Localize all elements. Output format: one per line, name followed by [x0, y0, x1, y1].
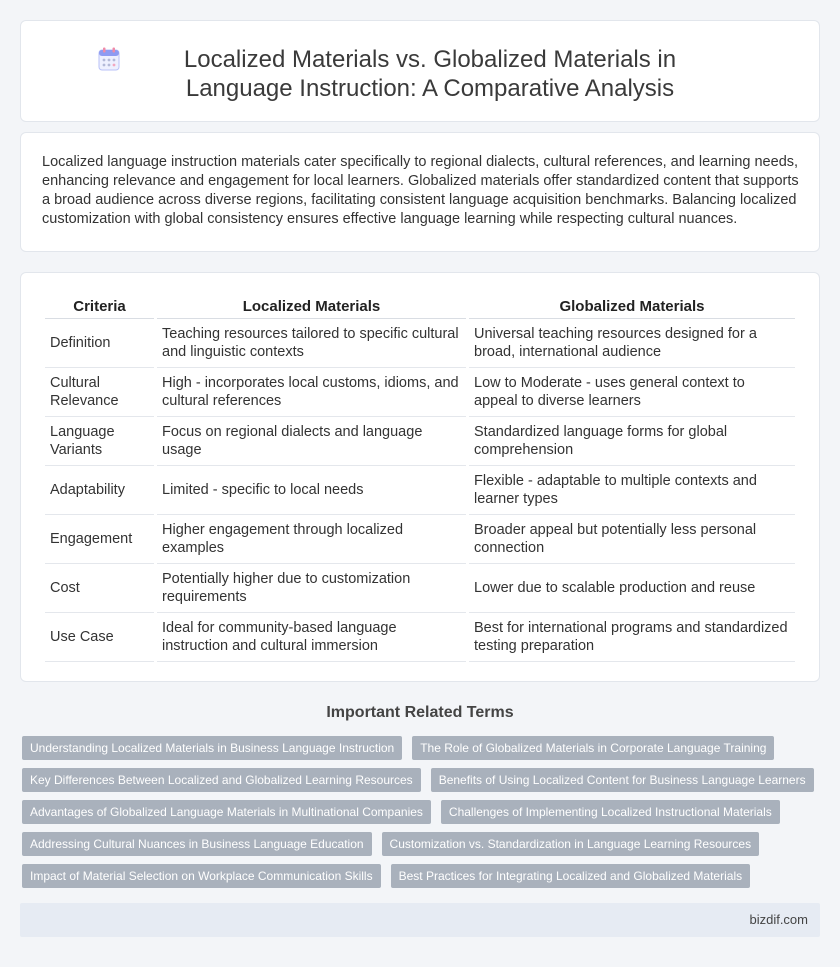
globalized-cell: Low to Moderate - uses general context to appeal to diverse learners	[469, 368, 795, 417]
globalized-cell: Broader appeal but potentially less personal connection	[469, 515, 795, 564]
title-wrap	[21, 45, 819, 103]
footer-site-link[interactable]: bizdif.com	[749, 912, 808, 927]
table-row	[45, 564, 795, 613]
table-row	[45, 466, 795, 515]
criteria-cell: Cultural Relevance	[45, 368, 154, 417]
table-row	[45, 417, 795, 466]
localized-cell: Higher engagement through localized examples	[157, 515, 466, 564]
criteria-cell: Engagement	[45, 515, 154, 564]
table-row	[45, 368, 795, 417]
tag-row	[22, 800, 812, 824]
intro-paragraph: Localized language instruction materials cater specifically to regional dialects, cultural references, and learning needs, enhancing relevance and engagement for local learners. Globalized materials offer standardized content that supports a broad audience across diverse regions, facilitating consistent language acquisition benchmarks. Balancing localized customization with global consistency ensures effective language learning while respecting cultural nuances.	[42, 154, 799, 227]
related-term-link[interactable]: The Role of Globalized Materials in Corporate Language Training	[412, 736, 774, 760]
tag-row	[22, 736, 812, 760]
table-header-row	[45, 293, 795, 319]
footer	[20, 903, 820, 937]
localized-cell: Focus on regional dialects and language usage	[157, 417, 466, 466]
related-term-link[interactable]: Advantages of Globalized Language Materials in Multinational Companies	[22, 800, 431, 824]
tag-row	[22, 864, 812, 888]
globalized-cell: Flexible - adaptable to multiple contexts and learner types	[469, 466, 795, 515]
header-card	[20, 20, 820, 122]
comparison-table	[42, 293, 798, 662]
intro-card	[20, 132, 820, 252]
criteria-cell: Adaptability	[45, 466, 154, 515]
related-term-link[interactable]: Understanding Localized Materials in Business Language Instruction	[22, 736, 402, 760]
criteria-cell: Cost	[45, 564, 154, 613]
related-term-link[interactable]: Benefits of Using Localized Content for Business Language Learners	[431, 768, 814, 792]
table-row	[45, 515, 795, 564]
calendar-icon	[98, 47, 120, 71]
table-row	[45, 319, 795, 368]
localized-cell: Potentially higher due to customization requirements	[157, 564, 466, 613]
localized-cell: Ideal for community-based language instruction and cultural immersion	[157, 613, 466, 662]
comparison-card	[20, 272, 820, 682]
related-term-link[interactable]: Customization vs. Standardization in Language Learning Resources	[382, 832, 760, 856]
criteria-cell: Definition	[45, 319, 154, 368]
globalized-cell: Standardized language forms for global comprehension	[469, 417, 795, 466]
globalized-cell: Best for international programs and standardized testing preparation	[469, 613, 795, 662]
globalized-cell: Universal teaching resources designed for a broad, international audience	[469, 319, 795, 368]
criteria-cell: Use Case	[45, 613, 154, 662]
table-row	[45, 613, 795, 662]
criteria-cell: Language Variants	[45, 417, 154, 466]
localized-cell: Limited - specific to local needs	[157, 466, 466, 515]
related-term-link[interactable]: Best Practices for Integrating Localized and Globalized Materials	[391, 864, 751, 888]
localized-cell: Teaching resources tailored to specific cultural and linguistic contexts	[157, 319, 466, 368]
related-terms-list	[22, 736, 812, 896]
related-term-link[interactable]: Challenges of Implementing Localized Instructional Materials	[441, 800, 780, 824]
tag-row	[22, 832, 812, 856]
related-terms-heading: Important Related Terms	[326, 704, 514, 721]
tag-row	[22, 768, 812, 792]
related-term-link[interactable]: Impact of Material Selection on Workplace Communication Skills	[22, 864, 381, 888]
header-globalized: Globalized Materials	[469, 293, 795, 319]
page-title: Localized Materials vs. Globalized Materials in Language Instruction: A Comparative Analysis	[183, 46, 677, 102]
globalized-cell: Lower due to scalable production and reuse	[469, 564, 795, 613]
related-term-link[interactable]: Key Differences Between Localized and Globalized Learning Resources	[22, 768, 421, 792]
localized-cell: High - incorporates local customs, idioms, and cultural references	[157, 368, 466, 417]
header-criteria: Criteria	[45, 293, 154, 319]
header-localized: Localized Materials	[157, 293, 466, 319]
related-term-link[interactable]: Addressing Cultural Nuances in Business Language Education	[22, 832, 372, 856]
